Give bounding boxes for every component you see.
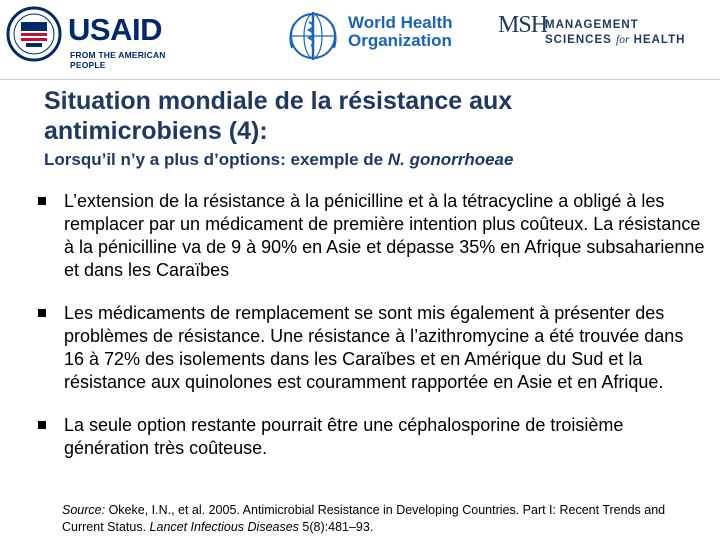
slide-title: Situation mondiale de la résistance aux antimicrobiens (4): (44, 87, 513, 145)
bullet-square-icon (38, 197, 46, 205)
slide-subtitle (44, 150, 513, 170)
msh-mark: MSH (498, 12, 548, 38)
msh-line2-for: for (616, 34, 630, 46)
who-line2: Organization (348, 31, 452, 50)
source-citation (62, 502, 692, 536)
bullet-item (36, 414, 708, 460)
msh-name (545, 18, 685, 48)
bullet-text: Les médicaments de remplacement se sont mis également à présenter des problèmes de résistance. Une résistance à l’azithromycine a été trouvée dans 16 à 72% des isolements dans les Caraïbes et en Amérique du Sud et la résistance aux quinolones est couramment rapportée en Asie et en Afrique. (64, 303, 684, 392)
usaid-logo (6, 6, 196, 70)
bullet-item (36, 190, 708, 282)
msh-line1: MANAGEMENT (545, 19, 639, 31)
source-text2: 5(8):481–93. (298, 520, 374, 534)
who-emblem-icon (284, 8, 342, 64)
usaid-name: USAID (68, 12, 162, 47)
bullet-square-icon (38, 309, 46, 317)
bullet-item (36, 302, 708, 394)
msh-line2a: SCIENCES (545, 34, 612, 46)
bullet-text: La seule option restante pourrait être une céphalosporine de troisième génération très coûteuse. (64, 415, 624, 458)
usaid-tagline: FROM THE AMERICAN PEOPLE (70, 50, 166, 70)
source-label: Source: (62, 503, 106, 517)
source-text1: Okeke, I.N., et al. 2005. Antimicrobial Resistance in Developing Countries. Part I: Recent Trends and Current Status. (62, 503, 666, 534)
logo-bar (0, 0, 720, 80)
bullet-text: L’extension de la résistance à la pénicilline et à la tétracycline a obligé à les remplacer par un médicament de première intention plus coûteux. La résistance à la pénicilline va de 9 à 90% en Asie et dépasse 35% en Afrique subsaharienne et dans les Caraïbes (64, 191, 705, 280)
who-line1: World Health (348, 13, 453, 32)
header-divider (0, 79, 720, 80)
subtitle-prefix: Lorsqu’il n’y a plus d’options: exemple de (44, 150, 384, 169)
bullet-square-icon (38, 421, 46, 429)
msh-line2b: HEALTH (633, 34, 686, 46)
msh-logo (498, 10, 713, 70)
usaid-seal-icon (6, 6, 62, 62)
who-logo (284, 8, 454, 68)
source-journal: Lancet Infectious Diseases (149, 520, 299, 534)
subtitle-organism: N. gonorrhoeae (387, 150, 514, 169)
who-name (348, 14, 453, 50)
bullet-list (36, 190, 708, 480)
